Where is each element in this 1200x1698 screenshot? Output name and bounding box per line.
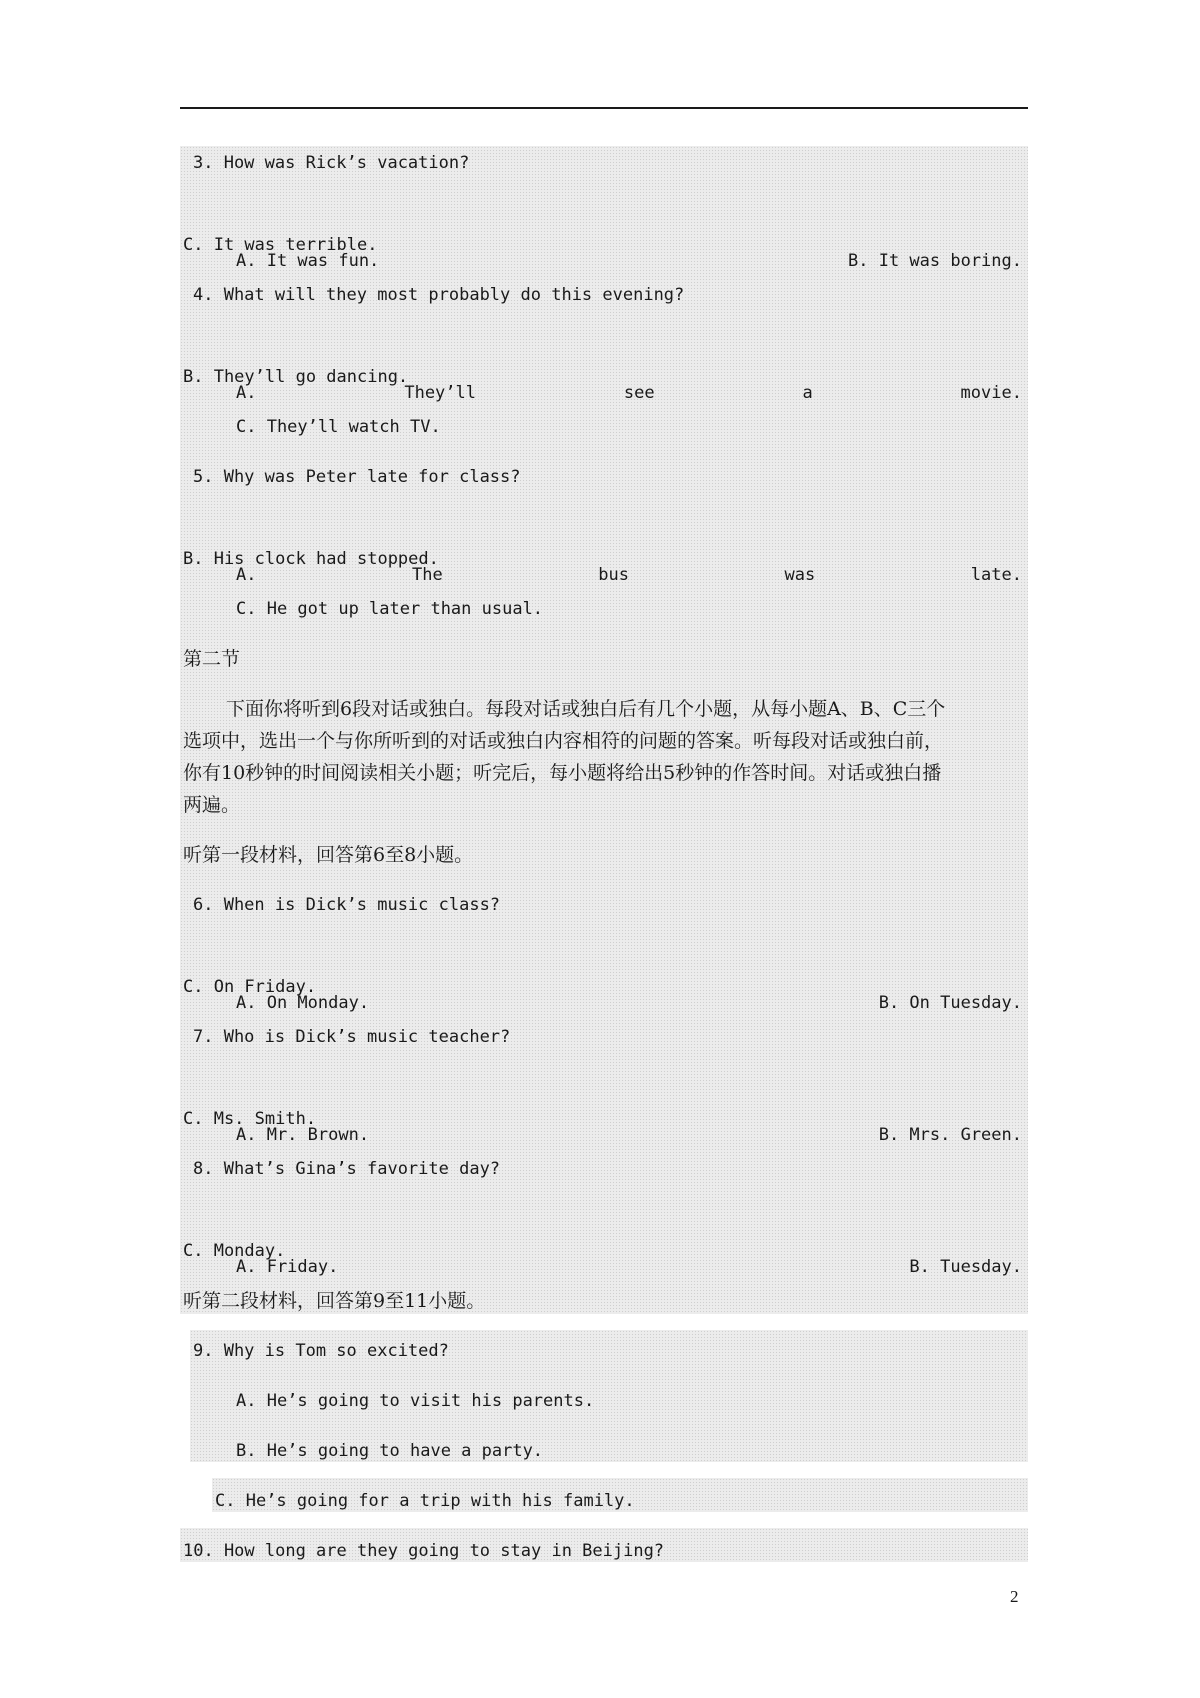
question-4-option-a-word: A.	[236, 383, 257, 403]
header-rule	[180, 107, 1028, 109]
question-8-option-b: B. Tuesday.	[909, 1257, 1022, 1277]
question-5-option-a-word: The	[412, 565, 443, 585]
question-7-option-c: C. Ms. Smith.	[183, 1109, 317, 1129]
question-5-option-b: B. His clock had stopped.	[183, 549, 439, 569]
question-8-option-c: C. Monday.	[183, 1241, 286, 1261]
question-3-stem: 3. How was Rick’s vacation?	[193, 153, 470, 173]
question-9-option-b: B. He’s going to have a party.	[236, 1441, 544, 1461]
page-number: 2	[1010, 1587, 1019, 1606]
section-2-instructions-line: 你有10秒钟的时间阅读相关小题；听完后，每小题将给出5秒钟的作答时间。对话或独白播	[183, 762, 942, 784]
question-5-option-c: C. He got up later than usual.	[236, 599, 544, 619]
section-2-title: 第二节	[183, 648, 241, 670]
question-4-option-a-word: They’ll	[404, 383, 476, 403]
material-2-heading: 听第二段材料，回答第9至11小题。	[183, 1290, 486, 1312]
question-10-stem: 10. How long are they going to stay in Beijing?	[183, 1541, 665, 1561]
material-1-heading: 听第一段材料，回答第6至8小题。	[183, 844, 474, 866]
question-9-option-c: C. He’s going for a trip with his family.	[215, 1491, 635, 1511]
question-6-option-a: A. On Monday.	[236, 993, 370, 1013]
question-5-option-a-word: bus	[598, 565, 629, 585]
question-7-stem: 7. Who is Dick’s music teacher?	[193, 1027, 511, 1047]
question-5-option-a-word: was	[784, 565, 816, 585]
question-5-option-a-word: A.	[236, 565, 257, 585]
section-2-instructions-line: 两遍。	[183, 794, 241, 816]
question-4-option-c: C. They’ll watch TV.	[236, 417, 441, 437]
question-9-option-a: A. He’s going to visit his parents.	[236, 1391, 595, 1411]
question-4-option-a-word: movie.	[960, 383, 1022, 403]
question-3-option-b: B. It was boring.	[848, 251, 1022, 271]
question-3-option-a: A. It was fun.	[236, 251, 380, 271]
question-7-option-b: B. Mrs. Green.	[878, 1125, 1022, 1145]
question-7-option-a: A. Mr. Brown.	[236, 1125, 370, 1145]
section-2-instructions-line: 下面你将听到6段对话或独白。每段对话或独白后有几个小题，从每小题A、B、C三个	[226, 698, 946, 720]
question-6-option-b: B. On Tuesday.	[878, 993, 1022, 1013]
section-2-instructions-line: 选项中，选出一个与你所听到的对话或独白内容相符的问题的答案。听每段对话或独白前，	[183, 730, 944, 752]
question-6-stem: 6. When is Dick’s music class?	[193, 895, 501, 915]
question-5-option-a-word: late.	[970, 565, 1022, 585]
question-8-option-a: A. Friday.	[236, 1257, 339, 1277]
question-5-stem: 5. Why was Peter late for class?	[193, 467, 521, 487]
question-9-stem: 9. Why is Tom so excited?	[193, 1341, 449, 1361]
question-3-option-c: C. It was terrible.	[183, 235, 378, 255]
question-4-option-a-word: see	[623, 383, 655, 403]
question-4-option-b: B. They’ll go dancing.	[183, 367, 409, 387]
question-4-option-a-word: a	[802, 383, 813, 403]
question-8-stem: 8. What’s Gina’s favorite day?	[193, 1159, 501, 1179]
question-4-stem: 4. What will they most probably do this evening?	[193, 285, 685, 305]
question-6-option-c: C. On Friday.	[183, 977, 317, 997]
